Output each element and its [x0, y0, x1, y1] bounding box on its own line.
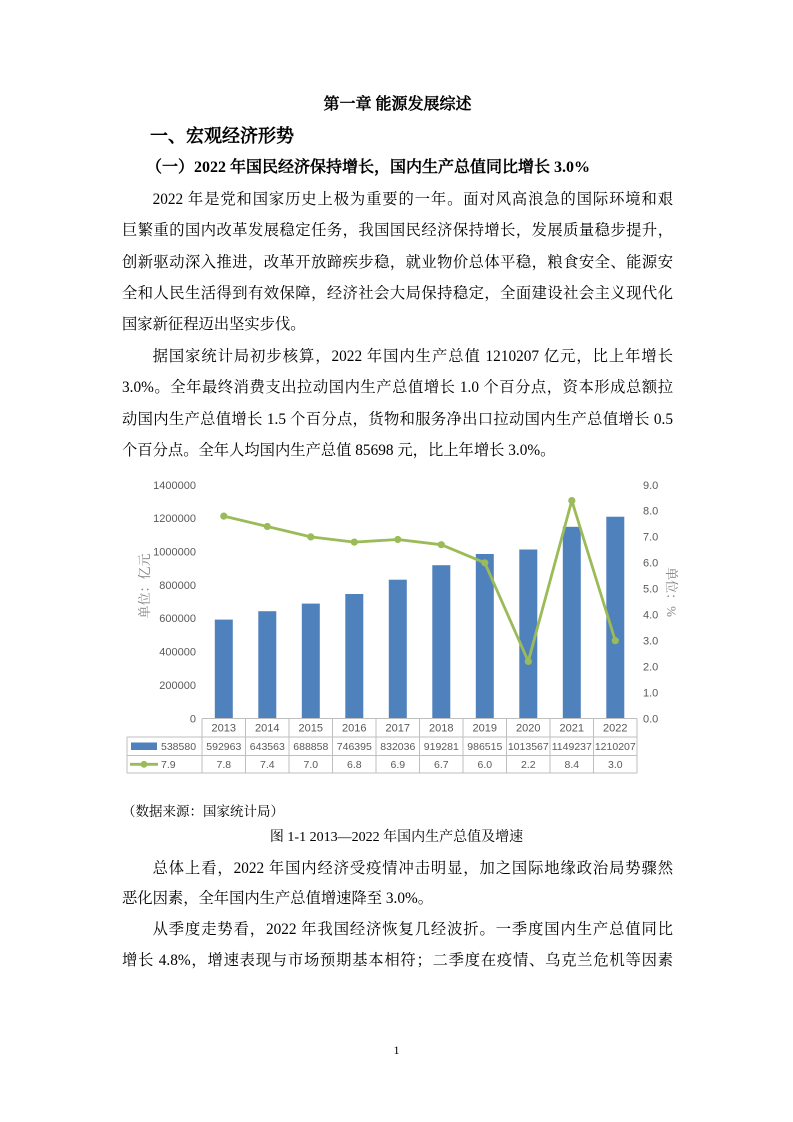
- y-right-tick-label: 9.0: [643, 479, 659, 492]
- data-table-cell: 1013567: [507, 741, 549, 753]
- growth-rate-point-2018: [438, 541, 445, 548]
- legend-swatch-marker: [141, 761, 148, 768]
- paragraph-line: 2022 年是党和国家历史上极为重要的一年。面对风高浪急的国际环境和艰: [152, 190, 673, 208]
- data-table-cell: 986515: [467, 741, 503, 753]
- paragraph-1: [122, 184, 673, 341]
- growth-rate-point-2020: [525, 658, 532, 665]
- legend-label-line-series: 7.9: [161, 759, 176, 771]
- subsection-heading: （一）2022 年国民经济保持增长，国内生产总值同比增长 3.0%: [146, 159, 591, 177]
- gdp-bar-2014: [258, 611, 276, 718]
- figure-caption: 图 1-1 2013—2022 年国内生产总值及增速: [269, 830, 524, 845]
- growth-rate-point-2017: [394, 536, 401, 543]
- y-left-tick-label: 400000: [159, 646, 196, 659]
- category-label: 2019: [472, 722, 498, 735]
- category-label: 2018: [429, 722, 454, 735]
- gdp-bar-2015: [302, 604, 320, 719]
- data-table-cell: 688858: [293, 741, 329, 753]
- data-table-cell: 643563: [249, 741, 285, 753]
- data-table-cell: 2.2: [520, 759, 536, 771]
- data-table-cell: 6.8: [346, 759, 362, 771]
- y-left-tick-label: 0: [189, 713, 196, 726]
- y-right-axis-title: 单位：%: [664, 567, 679, 617]
- growth-rate-point-2019: [481, 559, 488, 566]
- growth-rate-point-2015: [307, 533, 314, 540]
- y-right-tick-label: 8.0: [643, 505, 659, 518]
- chapter-title: 第一章 能源发展综述: [323, 96, 472, 114]
- y-left-tick-label: 1400000: [153, 479, 196, 492]
- y-left-tick-label: 1200000: [153, 513, 196, 526]
- y-right-tick-label: 5.0: [643, 583, 659, 596]
- paragraph-line: 全和人民生活得到有效保障，经济社会大局保持稳定，全面建设社会主义现代化: [122, 285, 673, 303]
- page-number: 1: [393, 1043, 400, 1057]
- paragraph-line: 国家新征程迈出坚实步伐。: [122, 316, 306, 334]
- paragraph-line: 增长 4.8%，增速表现与市场预期基本相符；二季度在疫情、乌克兰危机等因素: [122, 951, 673, 969]
- growth-rate-point-2021: [568, 497, 575, 504]
- gdp-bar-2016: [345, 594, 363, 719]
- analysis-text-block: [122, 854, 673, 977]
- paragraph-line: 3.0%。全年最终消费支出拉动国内生产总值增长 1.0 个百分点，资本形成总额拉: [122, 379, 673, 397]
- paragraph-4: [122, 915, 673, 976]
- y-right-tick-label: 3.0: [643, 635, 659, 648]
- gdp-bar-2018: [432, 565, 450, 718]
- y-left-tick-label: 600000: [159, 613, 196, 626]
- category-label: 2013: [211, 722, 237, 735]
- paragraph-line: 从季度走势看，2022 年我国经济恢复几经波折。一季度国内生产总值同比: [152, 920, 673, 938]
- gdp-bar-2021: [563, 527, 581, 719]
- data-table-cell: 919281: [423, 741, 459, 753]
- data-table-cell: 1149237: [551, 741, 592, 753]
- category-label: 2022: [603, 722, 628, 735]
- growth-rate-point-2013: [220, 513, 227, 520]
- paragraph-line: 巨繁重的国内改革发展稳定任务，我国国民经济保持增长，发展质量稳步提升，: [122, 222, 673, 240]
- category-label: 2014: [255, 722, 280, 735]
- data-table-cell: 7.0: [303, 759, 319, 771]
- data-table-cell: 8.4: [564, 759, 580, 771]
- y-right-tick-label: 6.0: [643, 557, 659, 570]
- y-left-axis-title: 单位：亿元: [137, 553, 152, 619]
- data-table-cell: 6.9: [390, 759, 406, 771]
- gdp-bar-2017: [389, 580, 407, 719]
- data-table-cell: 7.8: [216, 759, 232, 771]
- data-table-cell: 3.0: [607, 759, 623, 771]
- y-right-tick-label: 4.0: [643, 609, 659, 622]
- data-table-cell: 7.4: [259, 759, 275, 771]
- legend-label-bar-series: 538580: [161, 741, 197, 753]
- data-table-cell: 1210207: [594, 741, 636, 753]
- paragraph-line: 创新驱动深入推进，改革开放蹄疾步稳，就业物价总体平稳，粮食安全、能源安: [122, 253, 673, 271]
- paragraph-line: 据国家统计局初步核算，2022 年国内生产总值 1210207 亿元，比上年增长: [152, 347, 673, 365]
- growth-rate-point-2016: [351, 539, 358, 546]
- paragraph-line: 个百分点。全年人均国内生产总值 85698 元，比上年增长 3.0%。: [122, 442, 556, 460]
- category-label: 2021: [559, 722, 585, 735]
- y-right-tick-label: 2.0: [643, 661, 659, 674]
- category-label: 2016: [342, 722, 367, 735]
- y-right-tick-label: 1.0: [643, 687, 659, 700]
- gdp-growth-chart: [115, 475, 685, 780]
- chart-layer: [127, 480, 679, 773]
- gdp-bar-2013: [215, 620, 233, 719]
- y-left-tick-label: 1000000: [153, 546, 196, 559]
- data-table-cell: 746395: [336, 741, 372, 753]
- paragraph-line: 恶化因素，全年国内生产总值增速降至 3.0%。: [122, 890, 434, 908]
- growth-rate-point-2014: [264, 523, 271, 530]
- paragraph-line: 总体上看，2022 年国内经济受疫情冲击明显，加之国际地缘政治局势骤然: [152, 859, 673, 877]
- y-right-tick-label: 0.0: [643, 713, 659, 726]
- intro-text-block: [122, 89, 673, 466]
- paragraph-3: [122, 854, 673, 915]
- y-left-tick-label: 800000: [159, 579, 196, 592]
- y-left-tick-label: 200000: [159, 679, 196, 692]
- category-label: 2017: [385, 722, 411, 735]
- paragraph-2: [122, 341, 673, 467]
- data-table-cell: 6.7: [433, 759, 449, 771]
- data-table-cell: 592963: [206, 741, 242, 753]
- category-label: 2015: [298, 722, 324, 735]
- section-heading: 一、宏观经济形势: [150, 125, 294, 146]
- growth-rate-point-2022: [612, 637, 619, 644]
- paragraph-line: 动国内生产总值增长 1.5 个百分点，货物和服务净出口拉动国内生产总值增长 0.5: [122, 410, 673, 428]
- data-table-cell: 6.0: [477, 759, 493, 771]
- data-table-cell: 832036: [380, 741, 416, 753]
- growth-rate-line: [224, 501, 616, 662]
- category-label: 2020: [516, 722, 541, 735]
- y-right-tick-label: 7.0: [643, 531, 659, 544]
- data-source-note: （数据来源：国家统计局）: [122, 804, 284, 819]
- legend-swatch-bar: [131, 743, 157, 751]
